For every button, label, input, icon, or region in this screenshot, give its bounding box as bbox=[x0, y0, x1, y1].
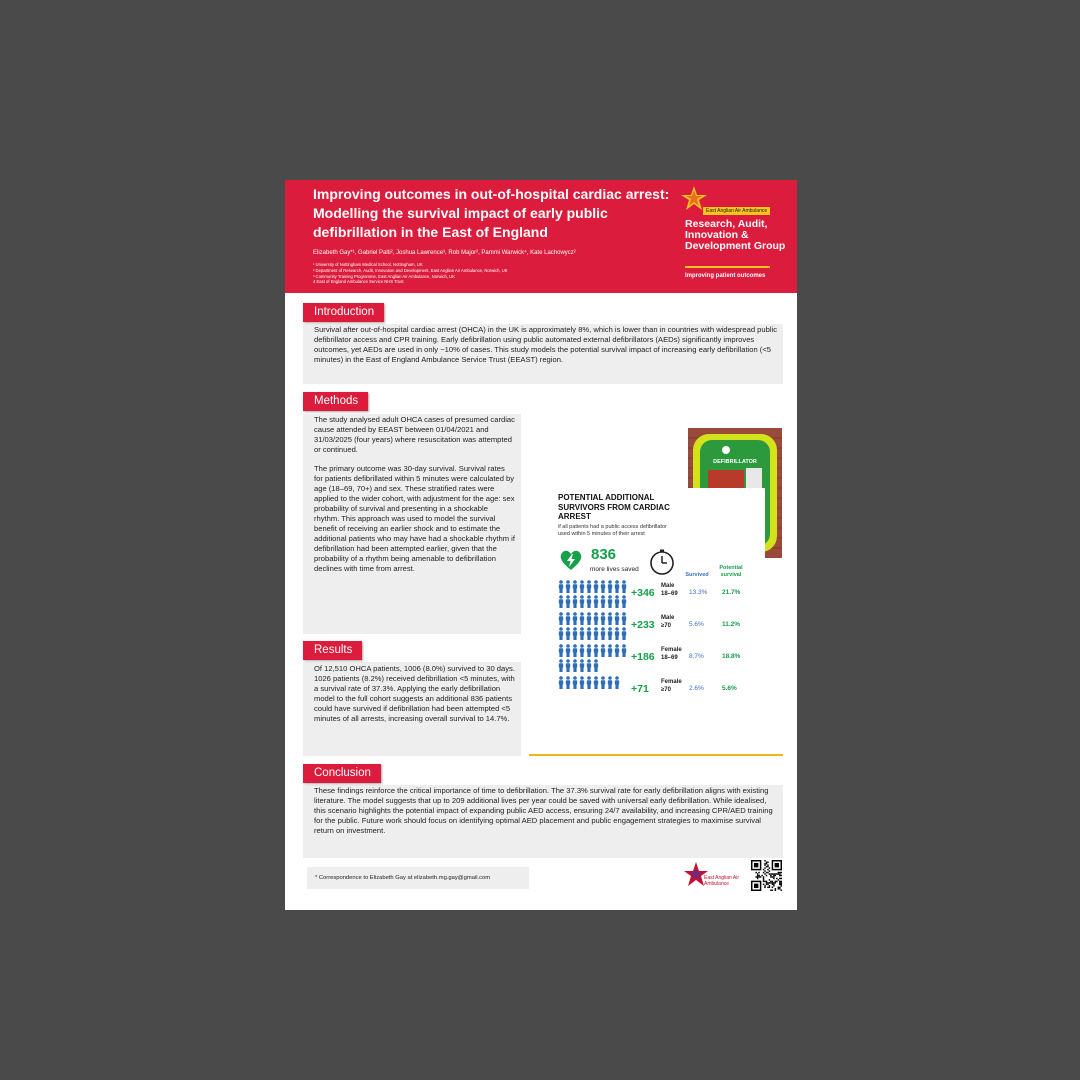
potential-survival-rate: 11.2% bbox=[722, 621, 741, 628]
potential-survival-rate: 21.7% bbox=[722, 589, 741, 596]
person-figure-icon bbox=[622, 612, 626, 625]
person-figure-icon bbox=[559, 580, 563, 593]
person-figure-icon bbox=[580, 627, 584, 640]
qr-code-icon bbox=[751, 860, 782, 891]
infographic-row bbox=[558, 612, 763, 642]
total-lives-label: more lives saved bbox=[590, 566, 639, 573]
person-figure-icon bbox=[559, 676, 563, 689]
person-figure-icon bbox=[587, 644, 591, 657]
person-figure-icon bbox=[573, 676, 577, 689]
person-figure-icon bbox=[608, 612, 612, 625]
age-label: 18–69 bbox=[661, 654, 678, 661]
person-figure-icon bbox=[573, 627, 577, 640]
person-figure-icon bbox=[573, 644, 577, 657]
affiliation-item: ³ Community Training Programme, East Anglian Air Ambulance, Norwich, UK bbox=[313, 273, 455, 279]
results-body: Of 12,510 OHCA patients, 1006 (8.0%) survived to 30 days. 1026 patients (8.2%) received defibrillation <5 minutes, with a survival rate of 37.3%. Applying the early defibrillation model to the full cohort suggests an additional 836 patients could have survived if defibrillation had been attempted <5 minutes of all arrests, increasing overall survival to 14.7%. bbox=[303, 662, 521, 756]
introduction-heading: Introduction bbox=[303, 303, 384, 322]
person-figure-icon bbox=[615, 676, 619, 689]
survived-rate: 2.6% bbox=[689, 685, 704, 692]
person-figure-icon bbox=[580, 595, 584, 608]
person-figure-icon bbox=[587, 627, 591, 640]
infographic-row bbox=[558, 644, 763, 674]
person-figure-icon bbox=[573, 580, 577, 593]
potential-survival-rate: 18.8% bbox=[722, 653, 741, 660]
person-figure-icon bbox=[566, 595, 570, 608]
group-label bbox=[661, 615, 674, 630]
logo-tag: East Anglian Air Ambulance bbox=[703, 207, 770, 215]
group-name: Research, Audit, Innovation & Development Group bbox=[685, 218, 786, 252]
people-figures-icon bbox=[558, 676, 628, 706]
person-figure-icon bbox=[622, 595, 626, 608]
methods-heading: Methods bbox=[303, 392, 368, 411]
person-figure-icon bbox=[601, 580, 605, 593]
footer-logo-text: East Anglian Air Ambulance bbox=[704, 875, 740, 887]
person-figure-icon bbox=[608, 580, 612, 593]
person-figure-icon bbox=[622, 644, 626, 657]
potential-survival-column-header: Potential survival bbox=[719, 565, 743, 578]
survived-rate: 8.7% bbox=[689, 653, 704, 660]
person-figure-icon bbox=[559, 644, 563, 657]
potential-survival-rate: 5.6% bbox=[722, 685, 737, 692]
person-figure-icon bbox=[615, 612, 619, 625]
person-figure-icon bbox=[566, 627, 570, 640]
conclusion-body: These findings reinforce the critical importance of time to defibrillation. The 37.3% survival rate for early defibrillation aligns with existing literature. The model suggests that up to 209 additional lives per year could be saved with universal early defibrillation. While idealised, this scenario highlights the potential impact of expanding public AED access, ensuring 24/7 availability, and increasing CPR/AED training for the public. Future work should focus on identifying optimal AED placement and public engagement strategies to maximise survival return on investment. bbox=[303, 785, 783, 858]
person-figure-icon bbox=[587, 676, 591, 689]
person-figure-icon bbox=[622, 580, 626, 593]
person-figure-icon bbox=[580, 644, 584, 657]
group-label bbox=[661, 679, 682, 694]
poster-header bbox=[285, 180, 797, 293]
person-figure-icon bbox=[615, 627, 619, 640]
methods-paragraph: The primary outcome was 30-day survival. Survival rates for patients defibrillated within 5 minutes were calculated by age (18–69, 70+) and sex. These stratified rates were applied to the wider cohort, with adjustment for the age: sex probability of survival and presenting in a shockable rhythm. This approach was used to model the survival benefit of receiving an earlier shock and to estimate the additional patients who may have had a shockable rhythm if defibrillation had been attempted earlier, given that the probability of a rhythm being amenable to defibrillation declines with time from arrest. bbox=[314, 464, 515, 573]
age-label: ≥70 bbox=[661, 686, 671, 693]
survivors-infographic bbox=[553, 488, 765, 714]
sex-label: Male bbox=[661, 615, 675, 621]
poster bbox=[285, 180, 797, 910]
infographic-title: POTENTIAL ADDITIONAL SURVIVORS FROM CARDIAC ARREST bbox=[558, 493, 670, 521]
person-figure-icon bbox=[601, 612, 605, 625]
people-figures-icon bbox=[558, 612, 628, 642]
sex-label: Female bbox=[661, 647, 682, 653]
poster-title: Improving outcomes in out-of-hospital cardiac arrest: Modelling the survival impact of early public defibrillation in the East of England bbox=[313, 186, 670, 240]
person-figure-icon bbox=[573, 612, 577, 625]
person-figure-icon bbox=[587, 580, 591, 593]
person-figure-icon bbox=[559, 595, 563, 608]
additional-survivors: +71 bbox=[631, 683, 649, 695]
person-figure-icon bbox=[594, 595, 598, 608]
person-figure-icon bbox=[594, 659, 598, 672]
clock-icon bbox=[648, 548, 676, 576]
person-figure-icon bbox=[559, 659, 563, 672]
infographic-row bbox=[558, 580, 763, 610]
introduction-body: Survival after out-of-hospital cardiac arrest (OHCA) in the UK is approximately 8%, which is lower than in countries with widespread public defibrillator access and CPR training. Early defibrillation using public automated external defibrillators (AEDs) significantly improves outcomes, yet AEDs are used in only ~10% of cases. This study models the potential survival impact of increasing early defibrillation (<5 minutes) in the East of England Ambulance Service Trust (EEAST) region. bbox=[303, 324, 783, 384]
person-figure-icon bbox=[566, 580, 570, 593]
survived-rate: 13.3% bbox=[689, 589, 708, 596]
sex-label: Male bbox=[661, 583, 675, 589]
conclusion-heading: Conclusion bbox=[303, 764, 381, 783]
affiliation-item: ² Department of Research, Audit, Innovation and Development, East Anglian Air Ambulance, Norwich, UK bbox=[313, 267, 508, 273]
person-figure-icon bbox=[601, 644, 605, 657]
person-figure-icon bbox=[594, 627, 598, 640]
total-lives-saved: 836 bbox=[591, 546, 617, 563]
person-figure-icon bbox=[594, 612, 598, 625]
person-figure-icon bbox=[615, 580, 619, 593]
person-figure-icon bbox=[566, 676, 570, 689]
affiliation-list bbox=[313, 262, 683, 285]
person-figure-icon bbox=[566, 644, 570, 657]
person-figure-icon bbox=[566, 659, 570, 672]
person-figure-icon bbox=[608, 676, 612, 689]
affiliation-item: ¹ University of Nottingham Medical School, Nottingham, UK bbox=[313, 262, 423, 267]
additional-survivors: +346 bbox=[631, 587, 655, 599]
infographic-row bbox=[558, 676, 763, 706]
person-figure-icon bbox=[566, 612, 570, 625]
person-figure-icon bbox=[573, 659, 577, 672]
person-figure-icon bbox=[622, 627, 626, 640]
section-divider bbox=[529, 754, 783, 756]
correspondence-note: * Correspondence to Elizabeth Gay at elizabeth.mg.gay@gmail.com bbox=[307, 867, 529, 889]
people-figures-icon bbox=[558, 644, 628, 674]
person-figure-icon bbox=[608, 644, 612, 657]
person-figure-icon bbox=[615, 644, 619, 657]
age-label: ≥70 bbox=[661, 622, 671, 629]
person-figure-icon bbox=[608, 595, 612, 608]
person-figure-icon bbox=[587, 659, 591, 672]
affiliation-item: 4 East of England Ambulance Service NHS Trust bbox=[313, 279, 404, 285]
person-figure-icon bbox=[594, 580, 598, 593]
group-label bbox=[661, 583, 678, 598]
sex-label: Female bbox=[661, 679, 682, 685]
additional-survivors: +186 bbox=[631, 651, 655, 663]
person-figure-icon bbox=[580, 659, 584, 672]
person-figure-icon bbox=[601, 676, 605, 689]
person-figure-icon bbox=[580, 612, 584, 625]
survived-rate: 5.6% bbox=[689, 621, 704, 628]
person-figure-icon bbox=[608, 627, 612, 640]
defibrillator-sign-label: DEFIBRILLATOR bbox=[713, 459, 757, 465]
person-figure-icon bbox=[587, 612, 591, 625]
person-figure-icon bbox=[601, 627, 605, 640]
additional-survivors: +233 bbox=[631, 619, 655, 631]
survived-column-header: Survived bbox=[685, 572, 709, 578]
methods-body bbox=[303, 414, 521, 634]
person-figure-icon bbox=[615, 595, 619, 608]
infographic-subtitle: if all patients had a public access defibrillator used within 5 minutes of their arrest bbox=[558, 524, 667, 537]
group-label bbox=[661, 647, 682, 662]
person-figure-icon bbox=[580, 580, 584, 593]
person-figure-icon bbox=[559, 627, 563, 640]
methods-paragraph: The study analysed adult OHCA cases of presumed cardiac cause attended by EEAST between 01/04/2021 and 31/03/2025 (four years) where resuscitation was attempted or continued. bbox=[314, 415, 515, 454]
people-figures-icon bbox=[558, 580, 628, 610]
person-figure-icon bbox=[601, 595, 605, 608]
logo-tagline: Improving patient outcomes bbox=[685, 273, 766, 279]
person-figure-icon bbox=[580, 676, 584, 689]
person-figure-icon bbox=[587, 595, 591, 608]
person-figure-icon bbox=[594, 644, 598, 657]
person-figure-icon bbox=[559, 612, 563, 625]
results-heading: Results bbox=[303, 641, 362, 660]
person-figure-icon bbox=[594, 676, 598, 689]
age-label: 18–69 bbox=[661, 590, 678, 597]
logo-divider bbox=[685, 266, 770, 268]
person-figure-icon bbox=[573, 595, 577, 608]
author-list: Elizabeth Gay*¹, Gabriel Palti², Joshua Lawrence³, Rob Major², Pammi Warwick⁴, Kate Lachowycz² bbox=[313, 250, 576, 256]
heart-lightning-icon bbox=[559, 548, 583, 572]
